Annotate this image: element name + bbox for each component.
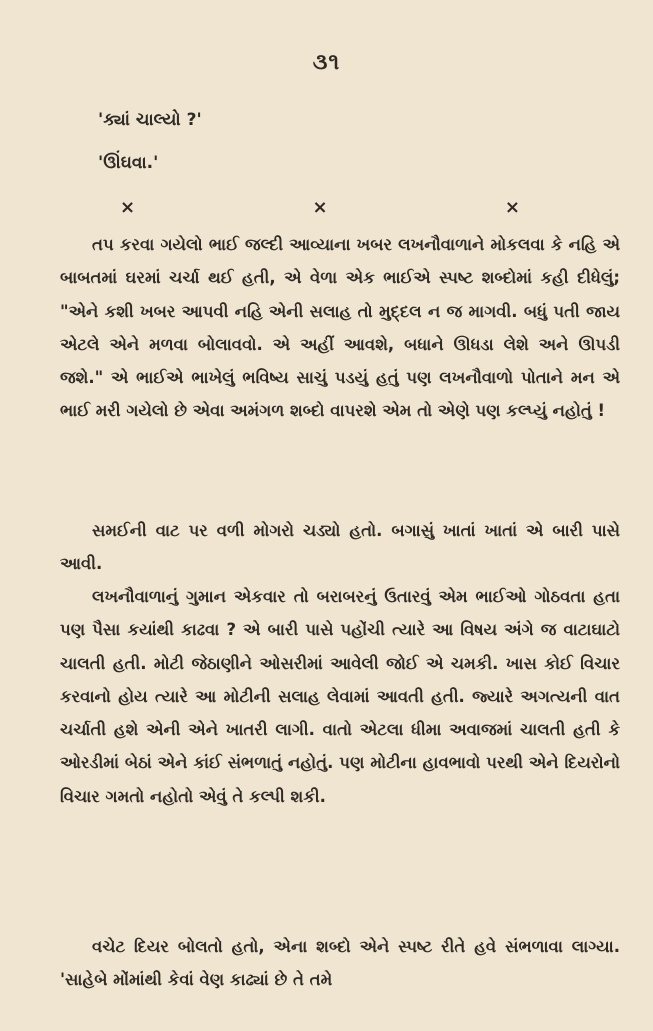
paragraph-1: તપ કરવા ગયેલો ભાઈ જલ્દી આવ્યાના ખબર લખનૌવાળાને મોકલવા કે નહિ એ બાબતમાં ઘરમાં ચર્ચા થઈ હતી, એ વેળા એક ભાઈએ સ્પષ્ટ શબ્દોમાં કહી દીધેલું; "એને કશી ખબર આપવી નહિ એની સલાહ તો મુદ્દલ ન જ માગવી. બધું પતી જાય એટલે એને મળવા બોલાવવો. એ અહીં આવશે, બધાને ઊધડા લેશે અને ઊપડી જશે." એ ભાઈએ ભાખેલું ભવિષ્ય સાચું પડયું હતું પણ લખનૌવાળો પોતાને મન એ ભાઈ મરી ગયેલો છે એવા અમંગળ શબ્દો વાપરશે એમ તો એણે પણ કલ્પ્યું નહોતું ! — [60, 235, 620, 421]
separator-mark: × — [312, 197, 328, 218]
dialogue-line-2: 'ઊંઘવા.' — [98, 153, 159, 173]
page-number: ૩૧ — [312, 50, 341, 75]
dialogue-line-1: 'ક્યાં ચાલ્યો ?' — [98, 110, 202, 130]
paragraph-2: સમઈની વાટ પર વળી મોગરો ચડ્યો હતો. બગાસું ખાતાં ખાતાં એ બારી પાસે આવી. — [60, 521, 620, 574]
section-separator — [120, 197, 520, 218]
paragraph-4: વચેટ દિયર બોલતો હતો, એના શબ્દો એને સ્પષ્ટ રીતે હવે સંભળાવા લાગ્યા. 'સાહેબે મોંમાંથી કેવાં વેણ કાઢ્યાં છે તે તમે — [60, 937, 620, 990]
paragraph-3: લખનૌવાળાનું ગુમાન એકવાર તો બરાબરનું ઉતારવું એમ ભાઈઓ ગોઠવતા હતા પણ પૈસા કયાંથી કાઢવા ? એ બારી પાસે પહોંચી ત્યારે આ વિષય અંગે જ વાટાઘાટો ચાલતી હતી. મોટી જેઠાણીને ઓસરીમાં આવેલી જોઈ એ ચમકી. ખાસ કોઈ વિચાર કરવાનો હોય ત્યારે આ મોટીની સલાહ લેવામાં આવતી હતી. જ્યારે અગત્યની વાત ચર્ચાતી હશે એની એને ખાતરી લાગી. વાતો એટલા ધીમા અવાજમાં ચાલતી હતી કે ઓરડીમાં બેઠાં એને કાંઈ સંભળાતું નહોતું. પણ મોટીના હાવભાવો પરથી એને દિયરોનો વિચાર ગમતો નહોતો એવું તે કલ્પી શકી. — [60, 587, 620, 806]
separator-mark: × — [120, 197, 136, 218]
separator-mark: × — [504, 197, 520, 218]
